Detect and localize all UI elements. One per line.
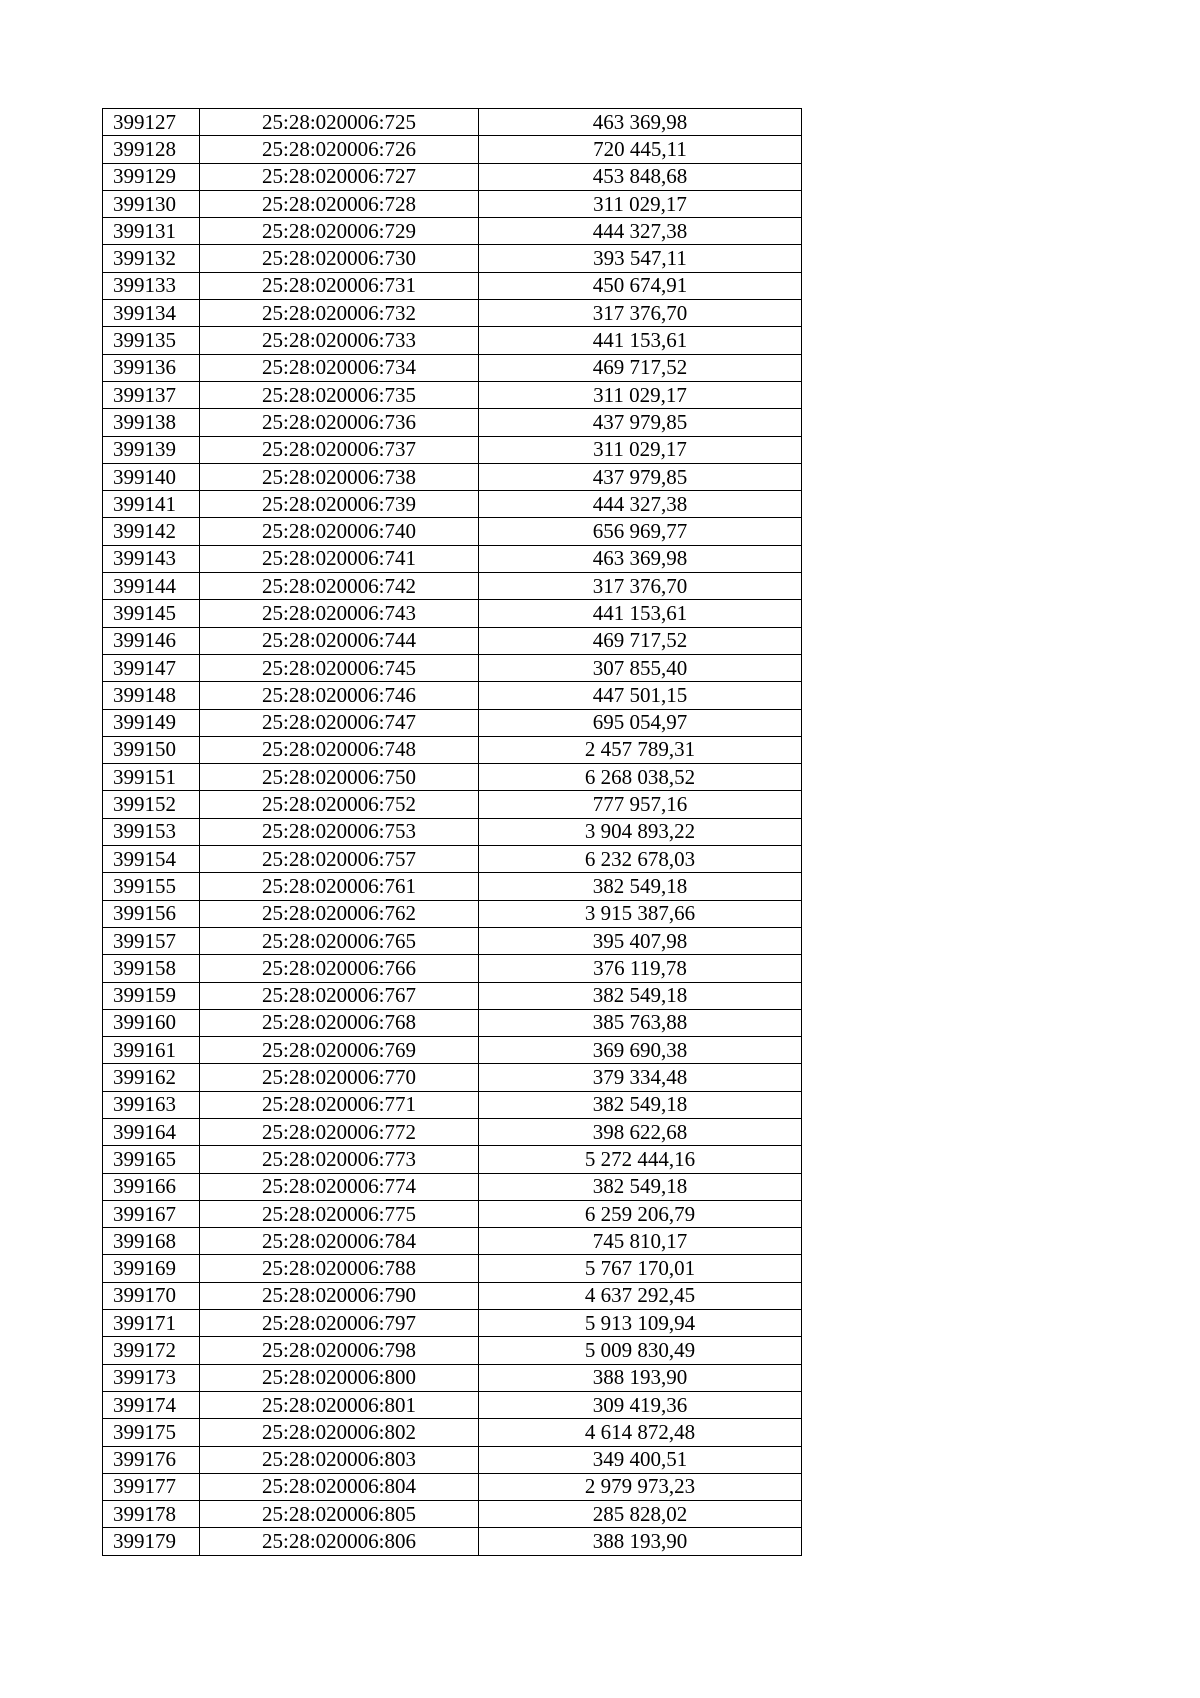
- row-number-cell: 399149: [103, 709, 200, 736]
- cadastral-value-cell: 395 407,98: [479, 927, 802, 954]
- row-number-cell: 399175: [103, 1419, 200, 1446]
- cadastral-number-cell: 25:28:020006:775: [200, 1200, 479, 1227]
- table-row: [103, 1228, 802, 1255]
- table-row: [103, 682, 802, 709]
- table-row: [103, 1501, 802, 1528]
- table-row: [103, 1064, 802, 1091]
- cadastral-value-cell: 5 009 830,49: [479, 1337, 802, 1364]
- cadastral-number-cell: 25:28:020006:767: [200, 982, 479, 1009]
- cadastral-number-cell: 25:28:020006:804: [200, 1473, 479, 1500]
- row-number-cell: 399177: [103, 1473, 200, 1500]
- cadastral-number-cell: 25:28:020006:728: [200, 190, 479, 217]
- table-row: [103, 818, 802, 845]
- table-row: [103, 1200, 802, 1227]
- cadastral-number-cell: 25:28:020006:725: [200, 109, 479, 136]
- row-number-cell: 399163: [103, 1091, 200, 1118]
- cadastral-value-cell: 745 810,17: [479, 1228, 802, 1255]
- cadastral-value-cell: 2 457 789,31: [479, 736, 802, 763]
- cadastral-number-cell: 25:28:020006:757: [200, 846, 479, 873]
- table-row: [103, 272, 802, 299]
- row-number-cell: 399139: [103, 436, 200, 463]
- cadastral-number-cell: 25:28:020006:744: [200, 627, 479, 654]
- table-row: [103, 627, 802, 654]
- row-number-cell: 399160: [103, 1009, 200, 1036]
- row-number-cell: 399172: [103, 1337, 200, 1364]
- cadastral-number-cell: 25:28:020006:737: [200, 436, 479, 463]
- cadastral-value-cell: 469 717,52: [479, 627, 802, 654]
- cadastral-number-cell: 25:28:020006:752: [200, 791, 479, 818]
- table-row: [103, 1009, 802, 1036]
- table-row: [103, 1446, 802, 1473]
- table-row: [103, 1473, 802, 1500]
- cadastral-number-cell: 25:28:020006:797: [200, 1310, 479, 1337]
- cadastral-number-cell: 25:28:020006:798: [200, 1337, 479, 1364]
- cadastral-value-table: [102, 108, 802, 1556]
- cadastral-number-cell: 25:28:020006:748: [200, 736, 479, 763]
- row-number-cell: 399133: [103, 272, 200, 299]
- row-number-cell: 399143: [103, 545, 200, 572]
- row-number-cell: 399156: [103, 900, 200, 927]
- table-row: [103, 600, 802, 627]
- table-row: [103, 1419, 802, 1446]
- cadastral-value-cell: 444 327,38: [479, 218, 802, 245]
- table-row: [103, 163, 802, 190]
- table-row: [103, 900, 802, 927]
- table-row: [103, 545, 802, 572]
- row-number-cell: 399174: [103, 1391, 200, 1418]
- table-row: [103, 218, 802, 245]
- cadastral-value-cell: 4 614 872,48: [479, 1419, 802, 1446]
- table-row: [103, 927, 802, 954]
- table-row: [103, 463, 802, 490]
- table-row: [103, 1146, 802, 1173]
- table-row: [103, 491, 802, 518]
- row-number-cell: 399171: [103, 1310, 200, 1337]
- cadastral-number-cell: 25:28:020006:769: [200, 1037, 479, 1064]
- row-number-cell: 399129: [103, 163, 200, 190]
- cadastral-value-cell: 6 268 038,52: [479, 764, 802, 791]
- row-number-cell: 399154: [103, 846, 200, 873]
- cadastral-number-cell: 25:28:020006:726: [200, 136, 479, 163]
- row-number-cell: 399179: [103, 1528, 200, 1555]
- table-row: [103, 873, 802, 900]
- cadastral-number-cell: 25:28:020006:745: [200, 654, 479, 681]
- cadastral-value-cell: 441 153,61: [479, 600, 802, 627]
- table-row: [103, 791, 802, 818]
- row-number-cell: 399131: [103, 218, 200, 245]
- cadastral-value-cell: 317 376,70: [479, 300, 802, 327]
- cadastral-value-cell: 777 957,16: [479, 791, 802, 818]
- cadastral-number-cell: 25:28:020006:771: [200, 1091, 479, 1118]
- cadastral-value-cell: 447 501,15: [479, 682, 802, 709]
- table-row: [103, 1364, 802, 1391]
- row-number-cell: 399142: [103, 518, 200, 545]
- cadastral-number-cell: 25:28:020006:753: [200, 818, 479, 845]
- row-number-cell: 399157: [103, 927, 200, 954]
- table-row: [103, 245, 802, 272]
- table-row: [103, 654, 802, 681]
- table-row: [103, 518, 802, 545]
- cadastral-value-cell: 6 259 206,79: [479, 1200, 802, 1227]
- cadastral-number-cell: 25:28:020006:746: [200, 682, 479, 709]
- row-number-cell: 399144: [103, 573, 200, 600]
- row-number-cell: 399158: [103, 955, 200, 982]
- cadastral-number-cell: 25:28:020006:742: [200, 573, 479, 600]
- cadastral-value-cell: 450 674,91: [479, 272, 802, 299]
- cadastral-value-cell: 5 913 109,94: [479, 1310, 802, 1337]
- cadastral-value-cell: 469 717,52: [479, 354, 802, 381]
- cadastral-value-cell: 393 547,11: [479, 245, 802, 272]
- cadastral-number-cell: 25:28:020006:766: [200, 955, 479, 982]
- cadastral-value-cell: 285 828,02: [479, 1501, 802, 1528]
- row-number-cell: 399178: [103, 1501, 200, 1528]
- table-row: [103, 1391, 802, 1418]
- cadastral-number-cell: 25:28:020006:801: [200, 1391, 479, 1418]
- cadastral-value-cell: 398 622,68: [479, 1118, 802, 1145]
- cadastral-value-cell: 6 232 678,03: [479, 846, 802, 873]
- cadastral-number-cell: 25:28:020006:740: [200, 518, 479, 545]
- cadastral-number-cell: 25:28:020006:802: [200, 1419, 479, 1446]
- cadastral-value-cell: 369 690,38: [479, 1037, 802, 1064]
- cadastral-value-cell: 382 549,18: [479, 873, 802, 900]
- table-row: [103, 381, 802, 408]
- cadastral-number-cell: 25:28:020006:768: [200, 1009, 479, 1036]
- row-number-cell: 399148: [103, 682, 200, 709]
- cadastral-value-cell: 3 904 893,22: [479, 818, 802, 845]
- cadastral-value-cell: 376 119,78: [479, 955, 802, 982]
- row-number-cell: 399128: [103, 136, 200, 163]
- cadastral-value-cell: 382 549,18: [479, 1091, 802, 1118]
- cadastral-number-cell: 25:28:020006:774: [200, 1173, 479, 1200]
- table-row: [103, 354, 802, 381]
- cadastral-value-cell: 3 915 387,66: [479, 900, 802, 927]
- cadastral-value-cell: 437 979,85: [479, 463, 802, 490]
- row-number-cell: 399138: [103, 409, 200, 436]
- cadastral-number-cell: 25:28:020006:738: [200, 463, 479, 490]
- row-number-cell: 399155: [103, 873, 200, 900]
- cadastral-number-cell: 25:28:020006:747: [200, 709, 479, 736]
- row-number-cell: 399161: [103, 1037, 200, 1064]
- row-number-cell: 399134: [103, 300, 200, 327]
- row-number-cell: 399162: [103, 1064, 200, 1091]
- cadastral-value-cell: 382 549,18: [479, 982, 802, 1009]
- row-number-cell: 399140: [103, 463, 200, 490]
- table-row: [103, 1310, 802, 1337]
- row-number-cell: 399167: [103, 1200, 200, 1227]
- table-row: [103, 955, 802, 982]
- cadastral-value-cell: 311 029,17: [479, 381, 802, 408]
- table-row: [103, 109, 802, 136]
- cadastral-value-cell: 388 193,90: [479, 1528, 802, 1555]
- cadastral-number-cell: 25:28:020006:805: [200, 1501, 479, 1528]
- cadastral-value-cell: 311 029,17: [479, 436, 802, 463]
- row-number-cell: 399151: [103, 764, 200, 791]
- cadastral-value-cell: 349 400,51: [479, 1446, 802, 1473]
- table-row: [103, 327, 802, 354]
- cadastral-number-cell: 25:28:020006:761: [200, 873, 479, 900]
- row-number-cell: 399136: [103, 354, 200, 381]
- cadastral-value-cell: 437 979,85: [479, 409, 802, 436]
- row-number-cell: 399164: [103, 1118, 200, 1145]
- cadastral-number-cell: 25:28:020006:770: [200, 1064, 479, 1091]
- row-number-cell: 399127: [103, 109, 200, 136]
- cadastral-number-cell: 25:28:020006:765: [200, 927, 479, 954]
- table-row: [103, 764, 802, 791]
- table-row: [103, 136, 802, 163]
- table-body: [103, 109, 802, 1556]
- cadastral-value-cell: 307 855,40: [479, 654, 802, 681]
- table-row: [103, 409, 802, 436]
- row-number-cell: 399168: [103, 1228, 200, 1255]
- table-row: [103, 1337, 802, 1364]
- cadastral-number-cell: 25:28:020006:731: [200, 272, 479, 299]
- cadastral-value-cell: 317 376,70: [479, 573, 802, 600]
- row-number-cell: 399159: [103, 982, 200, 1009]
- cadastral-value-cell: 388 193,90: [479, 1364, 802, 1391]
- row-number-cell: 399169: [103, 1255, 200, 1282]
- cadastral-value-cell: 379 334,48: [479, 1064, 802, 1091]
- cadastral-value-cell: 695 054,97: [479, 709, 802, 736]
- cadastral-number-cell: 25:28:020006:739: [200, 491, 479, 518]
- table-row: [103, 1091, 802, 1118]
- cadastral-number-cell: 25:28:020006:750: [200, 764, 479, 791]
- row-number-cell: 399135: [103, 327, 200, 354]
- cadastral-value-cell: 2 979 973,23: [479, 1473, 802, 1500]
- cadastral-number-cell: 25:28:020006:734: [200, 354, 479, 381]
- cadastral-value-cell: 385 763,88: [479, 1009, 802, 1036]
- cadastral-number-cell: 25:28:020006:741: [200, 545, 479, 572]
- table-row: [103, 1282, 802, 1309]
- row-number-cell: 399166: [103, 1173, 200, 1200]
- table-row: [103, 846, 802, 873]
- cadastral-number-cell: 25:28:020006:800: [200, 1364, 479, 1391]
- cadastral-value-cell: 463 369,98: [479, 109, 802, 136]
- table-row: [103, 573, 802, 600]
- cadastral-value-cell: 656 969,77: [479, 518, 802, 545]
- table-row: [103, 1173, 802, 1200]
- cadastral-number-cell: 25:28:020006:729: [200, 218, 479, 245]
- cadastral-value-cell: 5 272 444,16: [479, 1146, 802, 1173]
- row-number-cell: 399130: [103, 190, 200, 217]
- cadastral-value-cell: 441 153,61: [479, 327, 802, 354]
- cadastral-number-cell: 25:28:020006:735: [200, 381, 479, 408]
- cadastral-value-cell: 5 767 170,01: [479, 1255, 802, 1282]
- cadastral-value-cell: 453 848,68: [479, 163, 802, 190]
- cadastral-value-cell: 309 419,36: [479, 1391, 802, 1418]
- cadastral-number-cell: 25:28:020006:790: [200, 1282, 479, 1309]
- cadastral-value-cell: 463 369,98: [479, 545, 802, 572]
- table-row: [103, 1255, 802, 1282]
- row-number-cell: 399176: [103, 1446, 200, 1473]
- row-number-cell: 399137: [103, 381, 200, 408]
- table-row: [103, 436, 802, 463]
- cadastral-number-cell: 25:28:020006:730: [200, 245, 479, 272]
- row-number-cell: 399141: [103, 491, 200, 518]
- table-row: [103, 982, 802, 1009]
- row-number-cell: 399152: [103, 791, 200, 818]
- table-row: [103, 1037, 802, 1064]
- cadastral-number-cell: 25:28:020006:727: [200, 163, 479, 190]
- cadastral-number-cell: 25:28:020006:743: [200, 600, 479, 627]
- cadastral-value-cell: 4 637 292,45: [479, 1282, 802, 1309]
- cadastral-number-cell: 25:28:020006:733: [200, 327, 479, 354]
- table-row: [103, 1118, 802, 1145]
- row-number-cell: 399153: [103, 818, 200, 845]
- cadastral-number-cell: 25:28:020006:803: [200, 1446, 479, 1473]
- table-row: [103, 709, 802, 736]
- cadastral-number-cell: 25:28:020006:773: [200, 1146, 479, 1173]
- row-number-cell: 399145: [103, 600, 200, 627]
- cadastral-number-cell: 25:28:020006:784: [200, 1228, 479, 1255]
- row-number-cell: 399173: [103, 1364, 200, 1391]
- cadastral-number-cell: 25:28:020006:806: [200, 1528, 479, 1555]
- table-row: [103, 1528, 802, 1555]
- cadastral-value-cell: 444 327,38: [479, 491, 802, 518]
- row-number-cell: 399150: [103, 736, 200, 763]
- cadastral-number-cell: 25:28:020006:732: [200, 300, 479, 327]
- row-number-cell: 399165: [103, 1146, 200, 1173]
- cadastral-number-cell: 25:28:020006:788: [200, 1255, 479, 1282]
- cadastral-number-cell: 25:28:020006:762: [200, 900, 479, 927]
- table-row: [103, 300, 802, 327]
- cadastral-value-cell: 382 549,18: [479, 1173, 802, 1200]
- row-number-cell: 399146: [103, 627, 200, 654]
- row-number-cell: 399147: [103, 654, 200, 681]
- cadastral-number-cell: 25:28:020006:736: [200, 409, 479, 436]
- table-row: [103, 190, 802, 217]
- cadastral-number-cell: 25:28:020006:772: [200, 1118, 479, 1145]
- cadastral-value-cell: 720 445,11: [479, 136, 802, 163]
- row-number-cell: 399132: [103, 245, 200, 272]
- cadastral-value-cell: 311 029,17: [479, 190, 802, 217]
- row-number-cell: 399170: [103, 1282, 200, 1309]
- table-row: [103, 736, 802, 763]
